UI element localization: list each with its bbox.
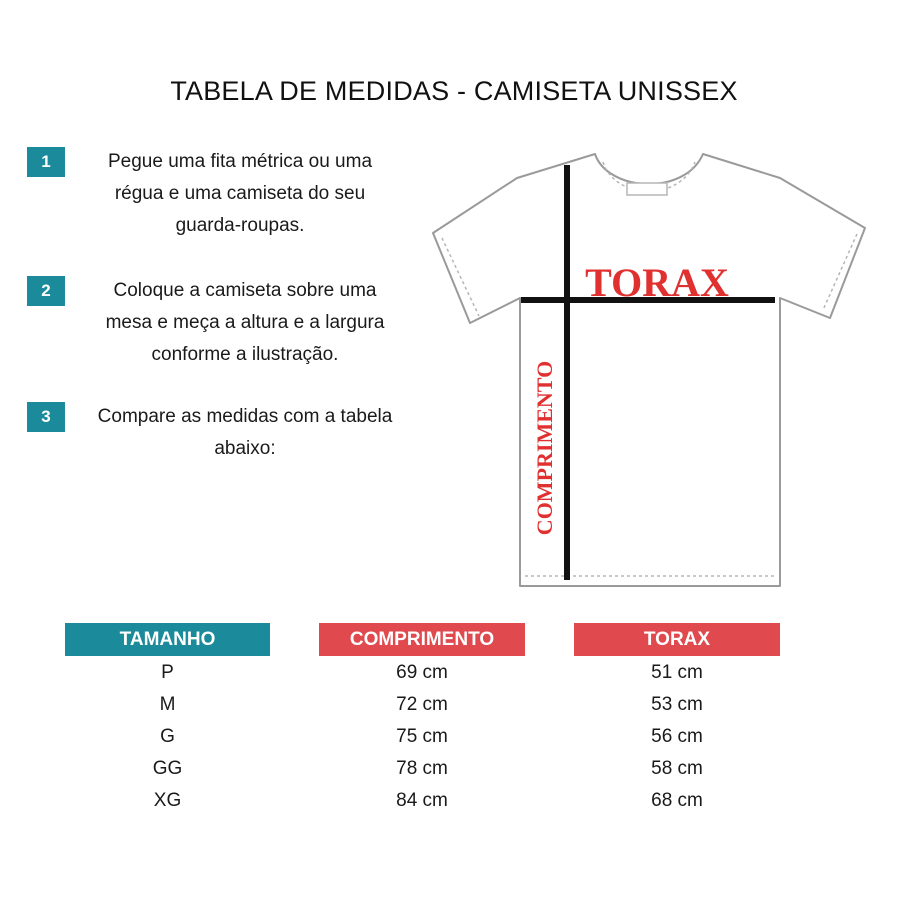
- step-3-line-1: Compare as medidas com a tabela: [97, 406, 393, 427]
- length-measure-line: [564, 165, 570, 580]
- step-1-line-3: guarda-roupas.: [175, 215, 305, 236]
- cell-chest: 68 cm: [651, 790, 703, 811]
- step-1-badge: 1: [27, 147, 65, 177]
- tshirt-illustration: [425, 148, 875, 598]
- cell-chest: 58 cm: [651, 758, 703, 779]
- chest-label: TORAX: [585, 260, 729, 305]
- step-2-line-1: Coloque a camiseta sobre uma: [113, 280, 377, 301]
- step-1-line-1: Pegue uma fita métrica ou uma: [107, 151, 373, 172]
- page-title: TABELA DE MEDIDAS - CAMISETA UNISSEX: [170, 76, 738, 106]
- cell-length: 78 cm: [396, 758, 448, 779]
- cell-length: 84 cm: [396, 790, 448, 811]
- cell-size: P: [161, 662, 174, 683]
- cell-size: M: [159, 694, 176, 715]
- cell-length: 69 cm: [396, 662, 448, 683]
- tshirt-outline: [433, 154, 865, 586]
- header-size: TAMANHO: [65, 623, 270, 656]
- cell-chest: 53 cm: [651, 694, 703, 715]
- cell-chest: 56 cm: [651, 726, 703, 747]
- cell-length: 75 cm: [396, 726, 448, 747]
- step-3-badge: 3: [27, 402, 65, 432]
- neck-label-icon: [627, 183, 667, 195]
- header-chest: TORAX: [574, 623, 780, 656]
- cell-chest: 51 cm: [651, 662, 703, 683]
- step-2-text: [70, 275, 420, 371]
- step-1-line-2: régua e uma camiseta do seu: [114, 183, 366, 204]
- step-2-line-3: conforme a ilustração.: [151, 344, 339, 365]
- length-label: COMPRIMENTO: [532, 360, 557, 536]
- cell-size: G: [160, 726, 175, 747]
- cell-length: 72 cm: [396, 694, 448, 715]
- cell-size: GG: [152, 758, 183, 779]
- step-1-text: [70, 146, 410, 242]
- step-2-badge: 2: [27, 276, 65, 306]
- step-3-text: [70, 401, 420, 465]
- header-length: COMPRIMENTO: [319, 623, 525, 656]
- cell-size: XG: [153, 790, 182, 811]
- step-3-line-2: abaixo:: [214, 438, 276, 459]
- step-2-line-2: mesa e meça a altura e a largura: [105, 312, 385, 333]
